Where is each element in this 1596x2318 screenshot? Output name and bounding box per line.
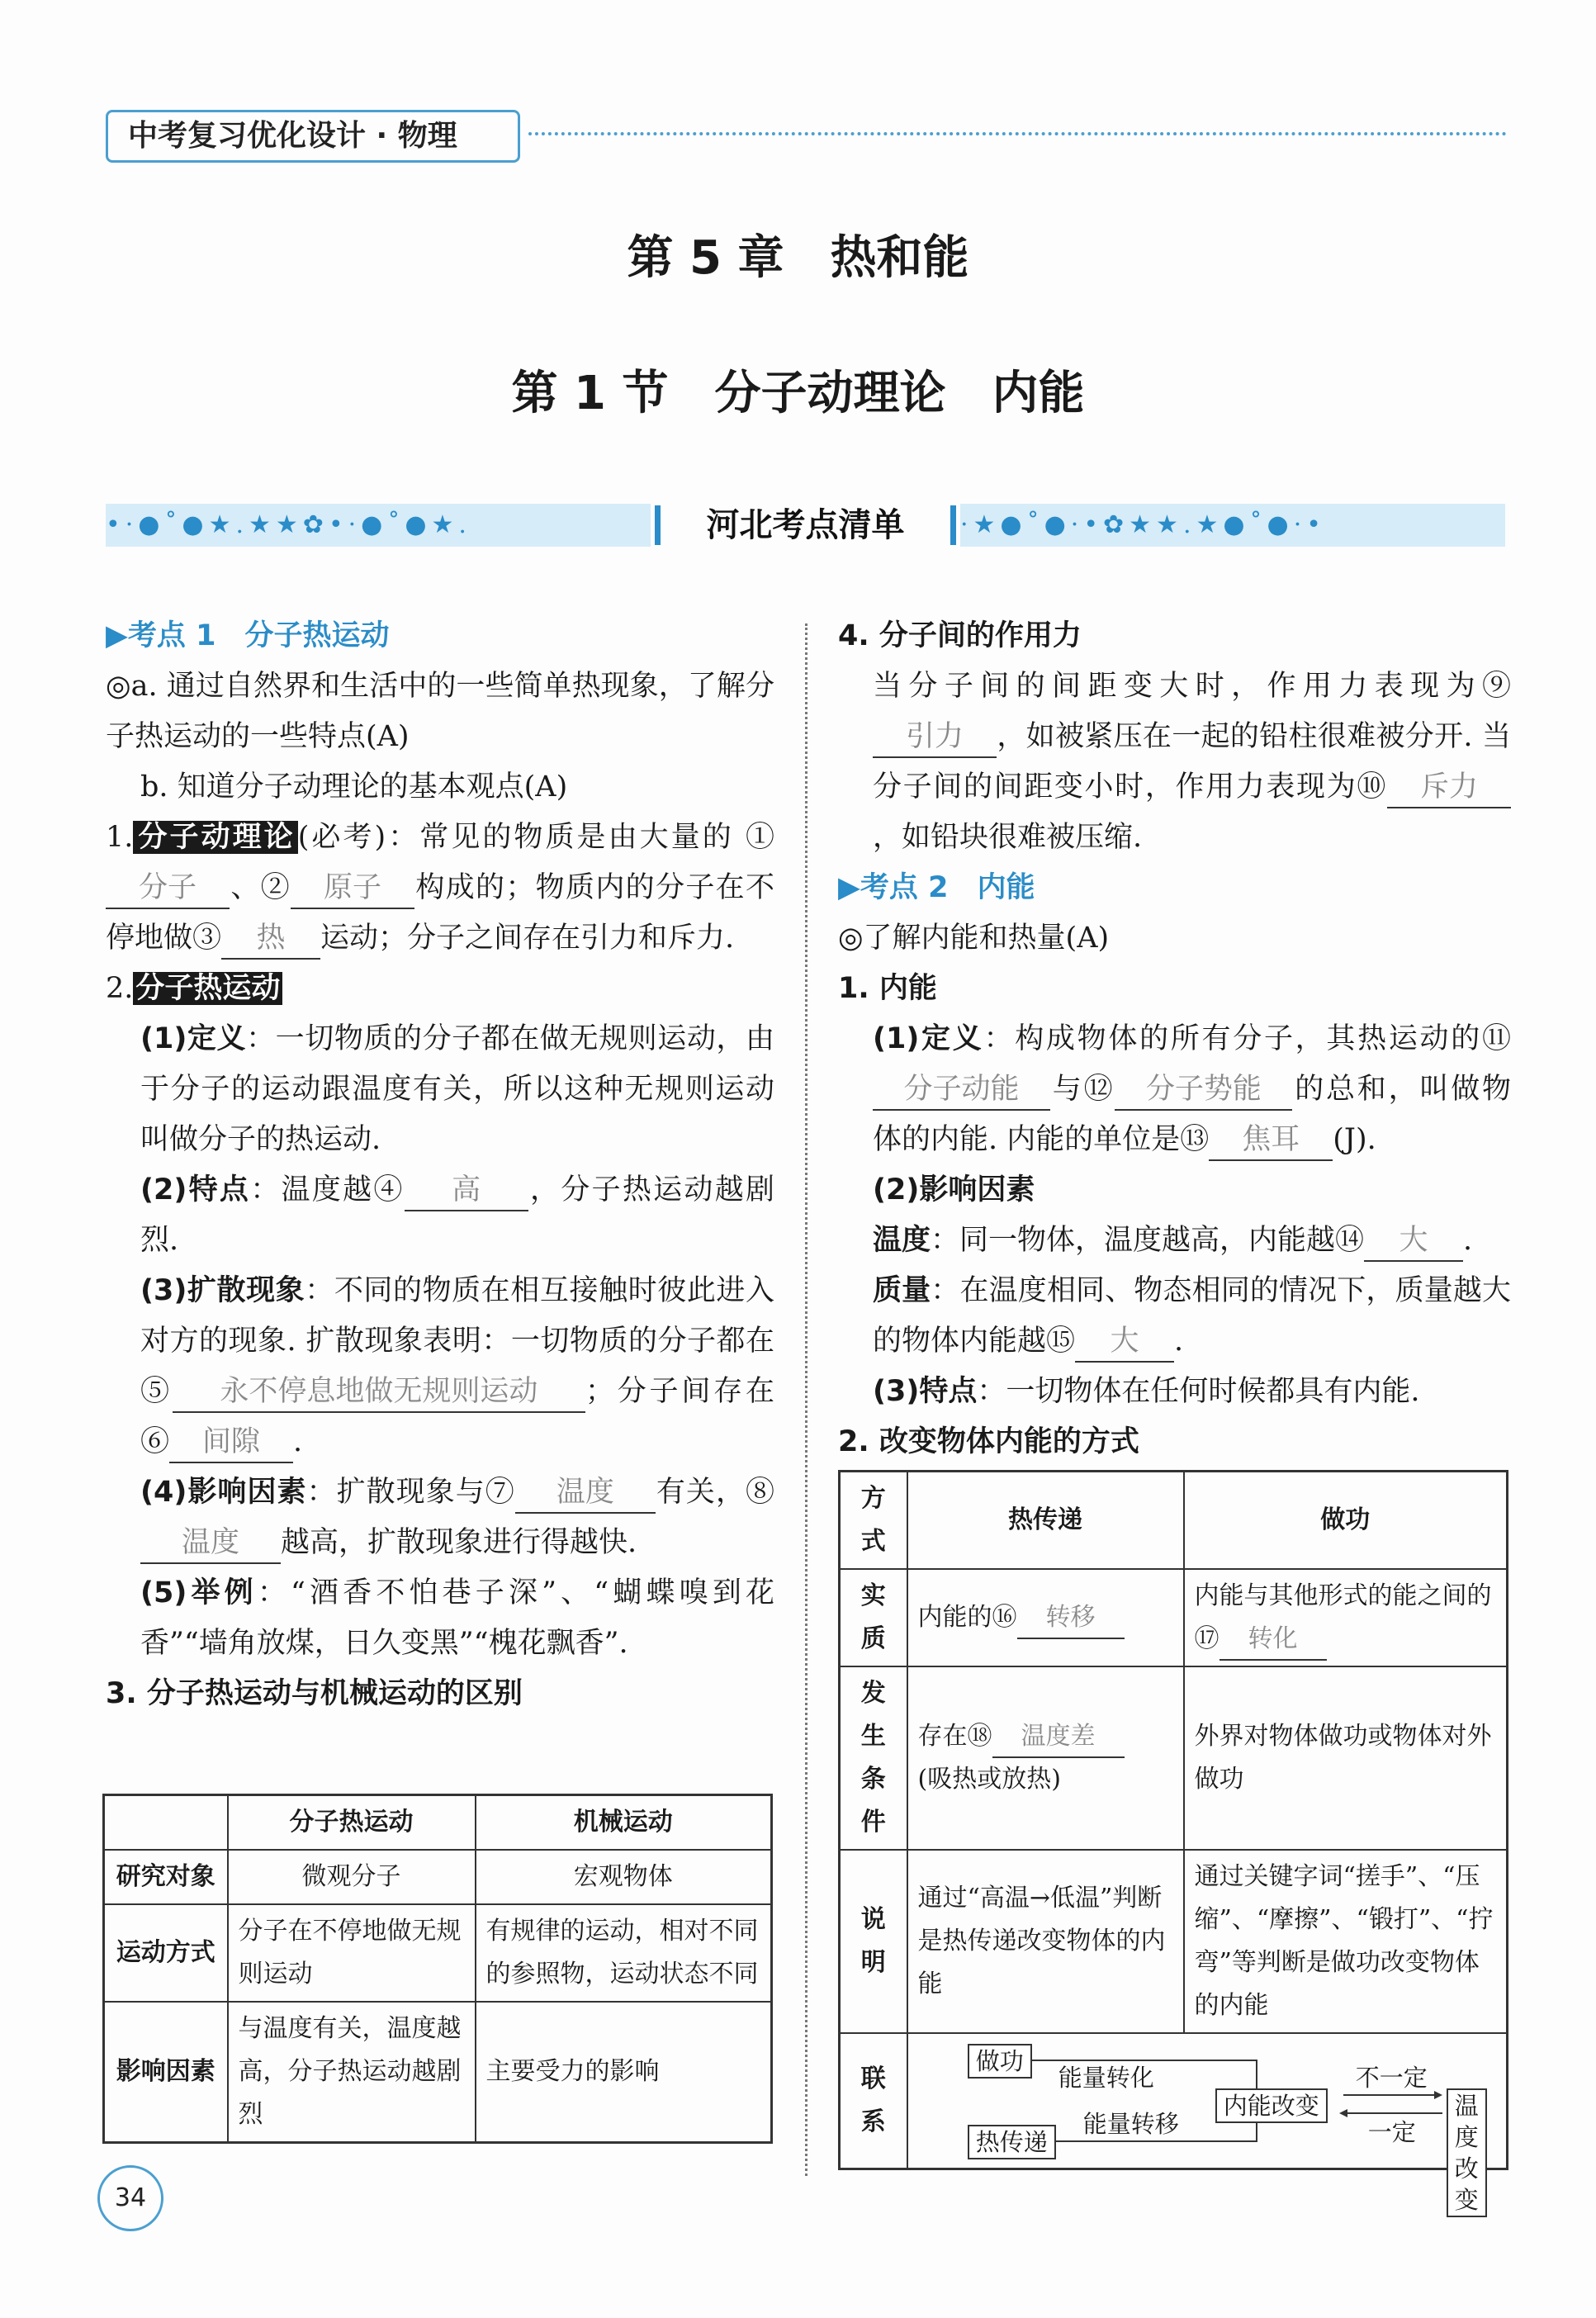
table-header-row <box>104 1795 772 1851</box>
section-title: 第 1 节 分子动理论 内能 <box>511 367 1085 420</box>
point-2-2-text-b: ，分子热运动越剧烈. <box>140 1173 774 1257</box>
point-1 <box>106 813 774 964</box>
column-divider <box>805 623 807 2176</box>
answer-11: 分子动能 <box>873 1069 1050 1111</box>
answer-5: 永不停息地做无规则运动 <box>173 1372 585 1413</box>
table-row <box>104 1904 772 2002</box>
page-number: 34 <box>97 2165 163 2231</box>
answer-15: 大 <box>1075 1321 1174 1363</box>
section-banner <box>106 504 1505 547</box>
table-cell: 有规律的运动，相对不同的参照物，运动状态不同 <box>476 1904 772 2002</box>
answer-8: 温度 <box>140 1523 281 1564</box>
point-2-3-text-a: ：不同的物质在相互接触时彼此进入对方的现象. 扩散现象表明：一切物质的分子都在⑤ <box>140 1274 774 1408</box>
blank-1-number: ① <box>745 821 774 854</box>
requirement-a: ◎a. 通过自然界和生活中的一些简单热现象，了解分子热运动的一些特点(A) <box>106 670 774 753</box>
banner-decoration-left: •·●˚●★.★★✿•·●˚●★. <box>106 504 651 547</box>
point-1-tag: 分子动理论 <box>133 821 297 854</box>
table-cell <box>907 1666 1184 1850</box>
feature-text: ：一切物体在任何时候都具有内能. <box>977 1375 1420 1408</box>
point-2-5 <box>106 1568 774 1669</box>
table-header-mechanical: 机械运动 <box>476 1795 772 1851</box>
feature-label: (3)特点 <box>873 1375 978 1408</box>
answer-14: 大 <box>1364 1221 1463 1262</box>
answer-7: 温度 <box>515 1472 656 1514</box>
point-4-text-c: ，如铅块很难被压缩. <box>873 821 1143 854</box>
kaodian-1-heading: ▶考点 1 分子热运动 <box>106 619 390 652</box>
table-row <box>104 1850 772 1904</box>
header-work: 做功 <box>1184 1472 1508 1570</box>
point-4-text-a: 当分子间的间距变大时，作用力表现为⑨ <box>873 670 1511 703</box>
banner-bar-left <box>655 505 661 545</box>
label-energy-transfer: 能量转移 <box>1082 2110 1179 2138</box>
point-2-3-text-b: ；分子间存在⑥ <box>140 1375 774 1458</box>
table-cell: 宏观物体 <box>476 1850 772 1904</box>
point-2-3-text-c: . <box>293 1425 303 1458</box>
cell-text: 存在⑱ <box>917 1722 992 1751</box>
table-cell: 通过“高温→低温”判断是热传递改变物体的内能 <box>907 1850 1184 2033</box>
answer-12: 分子势能 <box>1115 1069 1292 1111</box>
answer-16: 转移 <box>1017 1598 1125 1639</box>
box-heat-transfer: 热传递 <box>968 2125 1056 2159</box>
point-2-5-label: (5)举例 <box>140 1576 258 1609</box>
arrowhead-right <box>1434 2091 1442 2099</box>
kaodian-2-heading: ▶考点 2 内能 <box>838 871 1035 904</box>
point-4-text-b: ，如被紧压在一起的铅柱很难被分开. 当分子间的间距变小时，作用力表现为⑩ <box>873 720 1511 803</box>
table-row-relation <box>840 2033 1508 2169</box>
change-methods-title: 2. 改变物体内能的方式 <box>838 1425 1139 1458</box>
blank-2-number: 、② <box>230 871 291 904</box>
point-4-text <box>838 661 1511 863</box>
box-internal-energy-change: 内能改变 <box>1215 2088 1328 2123</box>
table-header-thermal: 分子热运动 <box>228 1795 476 1851</box>
factors-label: (2)影响因素 <box>873 1173 1035 1206</box>
temperature-text: ：同一物体，温度越高，内能越⑭ <box>931 1224 1365 1257</box>
cell-text: 内能与其他形式的能之间的⑰ <box>1194 1581 1492 1653</box>
table-cell: 分子在不停地做无规则运动 <box>228 1904 476 2002</box>
point-4-title: 4. 分子间的作用力 <box>838 619 1082 652</box>
table-header-row <box>840 1472 1508 1570</box>
answer-2: 原子 <box>291 868 414 909</box>
banner-decoration-right: ·★●˚●·•✿★★.★●˚●·• <box>960 504 1505 547</box>
row-header: 发生条件 <box>840 1666 907 1850</box>
point-2-3 <box>106 1266 774 1467</box>
answer-13: 焦耳 <box>1209 1120 1333 1161</box>
point-2-tag: 分子热运动 <box>133 972 282 1005</box>
table-cell <box>907 1569 1184 1666</box>
point-2-3-label: (3)扩散现象 <box>140 1274 305 1307</box>
banner-title: 河北考点清单 <box>706 506 905 544</box>
point-2-4-text-a: ：扩散现象与⑦ <box>306 1476 515 1509</box>
mass-factor <box>838 1266 1511 1367</box>
mass-text: ：在温度相同、物态相同的情况下，质量越大的物体内能越⑮ <box>873 1274 1511 1358</box>
point-2-2-text-a: ：温度越④ <box>250 1173 405 1206</box>
box-temperature-change: 温度改变 <box>1447 2088 1487 2217</box>
definition-text-c: 的总和，叫做物体的内能. 内能的单位是⑬ <box>873 1073 1511 1156</box>
header-dotted-line <box>528 132 1507 135</box>
cell-text: 内能的⑯ <box>917 1603 1017 1632</box>
box-work: 做功 <box>968 2044 1032 2079</box>
point-2-2-label: (2)特点 <box>140 1173 251 1206</box>
table-row <box>104 2002 772 2143</box>
point-1-text-c: 构成的；物质内的分子在不停地做③ <box>106 871 774 955</box>
answer-17: 转化 <box>1219 1619 1327 1661</box>
point-2-4-text-b: 有关，⑧ <box>655 1476 774 1509</box>
left-column <box>106 611 774 1719</box>
answer-3: 热 <box>221 918 320 960</box>
table-cell: 外界对物体做功或物体对外做功 <box>1184 1666 1508 1850</box>
answer-10: 斥力 <box>1387 767 1511 808</box>
table-header-empty <box>104 1795 228 1851</box>
mass-label: 质量 <box>873 1274 931 1307</box>
temperature-factor <box>838 1216 1511 1266</box>
mass-end: . <box>1174 1325 1184 1358</box>
comparison-table <box>102 1794 773 2144</box>
point-2 <box>106 964 774 1014</box>
row-header: 说明 <box>840 1850 907 2033</box>
book-title: 中考复习优化设计 · 物理 <box>106 110 520 163</box>
table-cell: 微观分子 <box>228 1850 476 1904</box>
header-heat-transfer: 热传递 <box>907 1472 1184 1570</box>
feature <box>838 1367 1511 1417</box>
definition-label: (1)定义 <box>873 1022 984 1055</box>
answer-9: 引力 <box>873 717 997 758</box>
temperature-end: . <box>1463 1224 1473 1257</box>
definition-text-b: 与⑫ <box>1050 1073 1115 1106</box>
label-not-necessarily: 不一定 <box>1355 2064 1428 2092</box>
point-2-1-label: (1)定义 <box>140 1022 247 1055</box>
point-1-text-d: 运动；分子之间存在引力和斥力. <box>320 922 735 955</box>
answer-4: 高 <box>405 1170 528 1211</box>
point-2-1 <box>106 1014 774 1165</box>
label-energy-conversion: 能量转化 <box>1058 2064 1154 2092</box>
energy-change-table <box>838 1470 1508 2214</box>
table-cell: 主要受力的影响 <box>476 2002 772 2143</box>
point-2-1-text: ：一切物质的分子都在做无规则运动，由于分子的运动跟温度有关，所以这种无规则运动叫做分子的热运动. <box>140 1022 774 1156</box>
row-header: 运动方式 <box>104 1904 228 2002</box>
table-cell <box>1184 1569 1508 1666</box>
table-cell: 通过关键字词“搓手”、“压缩”、“摩擦”、“锻打”、“拧弯”等判断是做功改变物体的内能 <box>1184 1850 1508 2033</box>
banner-bar-right <box>950 505 956 545</box>
answer-1: 分子 <box>106 868 230 909</box>
relation-diagram-cell <box>907 2033 1508 2214</box>
table-row-condition <box>840 1666 1508 1850</box>
point-2-2 <box>106 1165 774 1266</box>
arrowhead-left <box>1339 2109 1347 2117</box>
chapter-title: 第 5 章 热和能 <box>627 231 969 285</box>
point-1-text-a: (必考)：常见的物质是由大量的 <box>297 821 734 854</box>
answer-6: 间隙 <box>169 1422 293 1463</box>
point-3-title: 3. 分子热运动与机械运动的区别 <box>106 1677 523 1710</box>
point-2-5-text: ：“酒香不怕巷子深”、“蝴蝶嗅到花香”“墙角放煤，日久变黑”“槐花飘香”. <box>140 1576 774 1660</box>
point-2-4-text-c: 越高，扩散现象进行得越快. <box>281 1526 637 1559</box>
row-header: 实质 <box>840 1569 907 1666</box>
answer-18: 温度差 <box>992 1717 1125 1758</box>
row-header: 研究对象 <box>104 1850 228 1904</box>
definition-text-a: ：构成物体的所有分子，其热运动的⑪ <box>983 1022 1511 1055</box>
definition-text-d: (J). <box>1333 1123 1376 1156</box>
point-2-number: 2. <box>106 972 134 1005</box>
right-column <box>838 611 1511 1467</box>
header-method: 方式 <box>840 1472 907 1570</box>
definition <box>838 1014 1511 1165</box>
cell-text: (吸热或放热) <box>917 1765 1061 1794</box>
table-row-explanation <box>840 1850 1508 2033</box>
point-1-number: 1. <box>106 821 134 854</box>
internal-energy-title: 1. 内能 <box>838 972 937 1005</box>
relation-diagram <box>935 2039 1480 2214</box>
requirement: ◎了解内能和热量(A) <box>838 922 1110 955</box>
requirement-b: b. 知道分子动理论的基本观点(A) <box>140 770 568 803</box>
temperature-label: 温度 <box>873 1224 931 1257</box>
point-2-4 <box>106 1467 774 1568</box>
row-header: 影响因素 <box>104 2002 228 2143</box>
table-cell: 与温度有关，温度越高，分子热运动越剧烈 <box>228 2002 476 2143</box>
point-2-4-label: (4)影响因素 <box>140 1476 307 1509</box>
row-header: 联系 <box>840 2033 907 2169</box>
table-row-essence <box>840 1569 1508 1666</box>
label-necessarily: 一定 <box>1367 2118 1416 2146</box>
